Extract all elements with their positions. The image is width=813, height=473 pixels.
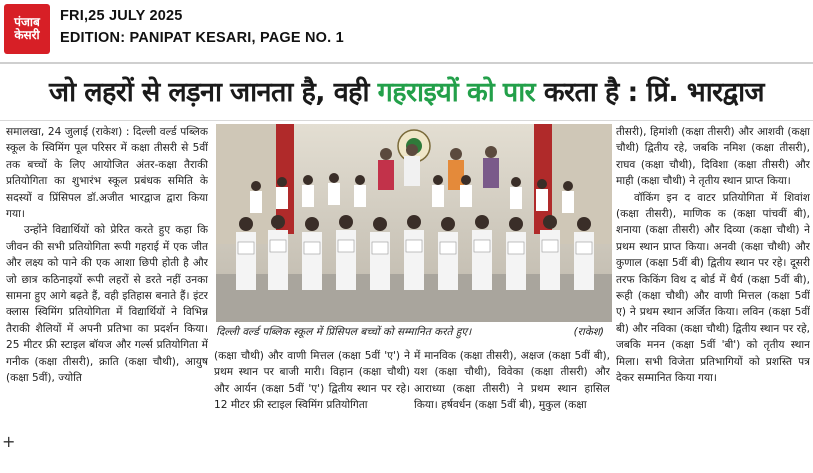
students-group-photo-illustration <box>216 124 612 322</box>
article-paragraph-1: समालखा, 24 जुलाई (राकेश) : दिल्ली वर्ल्ड पब्लिक स्कूल के स्विमिंग पूल परिसर में कक्षा तीसरी से 5वीं तक बच्चों के लिए आयोजित अंतर-कक्षा तैराकी प्रतियोगिता का शुभारंभ स्कूल प्रबंधक समिति के सदस्यों व प्रिंसिपल डॉ.अजीत भारद्वाज द्वारा किया गया। <box>6 126 208 221</box>
edition-date: FRI,25 JULY 2025 <box>60 8 183 24</box>
article-paragraph-2: उन्होंने विद्यार्थियों को प्रेरित करते हुए कहा कि जीवन की सभी प्रतियोगिता रूपी गहराई में एक जीत और लक्ष्य को पाने की एक आशा छिपी होती है और जो छात्र कठिनाइयों रूपी लहरों से डरते नहीं उनका सामना हुए आगे बढ़ते हैं, वही इतिहास बनाते हैं। इंटर क्लास स्विमिंग प्रतियोगिता में विद्यार्थियों ने विभिन्न तैराकी शैलियों में अपनी प्रतिभा का प्रदर्शन किया। 25 मीटर फ्री स्टाइल बॉयज और गर्ल्स प्रतियोगिता में गनीक (कक्षा तीसरी), क्राति (कक्षा चौथी), आयुष (कक्षा 5वीं), ज्योति <box>6 224 208 385</box>
logo-line-2: केसरी <box>14 28 40 42</box>
article-column-1 <box>6 124 208 469</box>
article-column-3 <box>414 348 610 468</box>
headline <box>0 68 813 118</box>
headline-part-3: करता है : प्रिं. भारद्वाज <box>535 77 764 108</box>
article-column-2 <box>214 348 410 468</box>
photo-caption <box>216 324 612 340</box>
article-paragraph-final: वॉकिंग इन द वाटर प्रतियोगिता में शिवांश (कक्षा तीसरी), माणिक क (कक्षा पांचवीं बी), शनाया (कक्षा तीसरी) और दिव्या (कक्षा चौथी) ने प्रथम स्थान प्राप्त किया। अनवी (कक्षा चौथी) और कुणाल (कक्षा 5वीं बी) द्वितीय स्थान पर रहे। दूसरी तरफ किकिंग विथ द बोर्ड में धैर्य (कक्षा 5वीं बी), रूही (कक्षा चौथी) और वाणी मित्तल (कक्षा 5वीं ए) ने प्रथम स्थान अर्जित किया। लविन (कक्षा 5वीं बी) और नविका (कक्षा चौथी) द्वितीय स्थान पर रहे, जबकि मनन (कक्षा 5वीं 'बी') को तृतीय स्थान मिला। सभी विजेता प्रतिभागियों को प्रशस्ति पत्र देकर सम्मानित किया गया। <box>616 191 810 385</box>
photo-credit: (राकेश) <box>573 326 604 338</box>
divider-top <box>0 62 813 64</box>
headline-part-2-highlight: गहराइयों को पार <box>377 77 536 108</box>
photo-caption-text: दिल्ली वर्ल्ड पब्लिक स्कूल में प्रिंसिपल बच्चों को सम्मानित करते हुए। <box>216 326 472 338</box>
punjab-kesari-logo <box>4 4 50 54</box>
article-paragraph-results: तीसरी), हिमांशी (कक्षा तीसरी) और आशवी (कक्षा चौथी) द्वितीय रहे, जबकि नमिश (कक्षा तीसरी), राघव (कक्षा चौथी), दिविशा (कक्षा तीसरी) और माही (कक्षा चौथी) ने तृतीय स्थान प्राप्त किया। <box>616 126 810 188</box>
crop-mark-icon: + <box>2 432 16 451</box>
masthead <box>0 0 813 62</box>
article-column-4 <box>616 124 810 469</box>
headline-part-1: जो लहरों से लड़ना जानता है, वही <box>49 77 378 108</box>
article-column-2-text: (कक्षा चौथी) और वाणी मित्तल (कक्षा 5वीं 'ए') ने प्रथम स्थान पर बाजी मारी। विहान (कक्षा चौथी) और आर्यन (कक्षा 5वीं 'ए') द्वितीय स्थान पर रहे। 12 मीटर फ्री स्टाइल स्विमिंग प्रतियोगिता <box>214 350 410 412</box>
logo-line-1: पंजाब <box>14 15 40 30</box>
divider-under-headline <box>0 120 813 121</box>
news-photo <box>216 124 612 322</box>
article-column-3-text: में मानविक (कक्षा तीसरी), अक्षज (कक्षा 5वीं बी), यश (कक्षा चौथी), विवेका (कक्षा तीसरी) और आराध्या (कक्षा तीसरी) ने प्रथम स्थान हासिल किया। हर्षवर्धन (कक्षा 5वीं बी), मुकुल (कक्षा <box>414 350 610 412</box>
edition-name: EDITION: PANIPAT KESARI, PAGE NO. 1 <box>60 30 344 46</box>
